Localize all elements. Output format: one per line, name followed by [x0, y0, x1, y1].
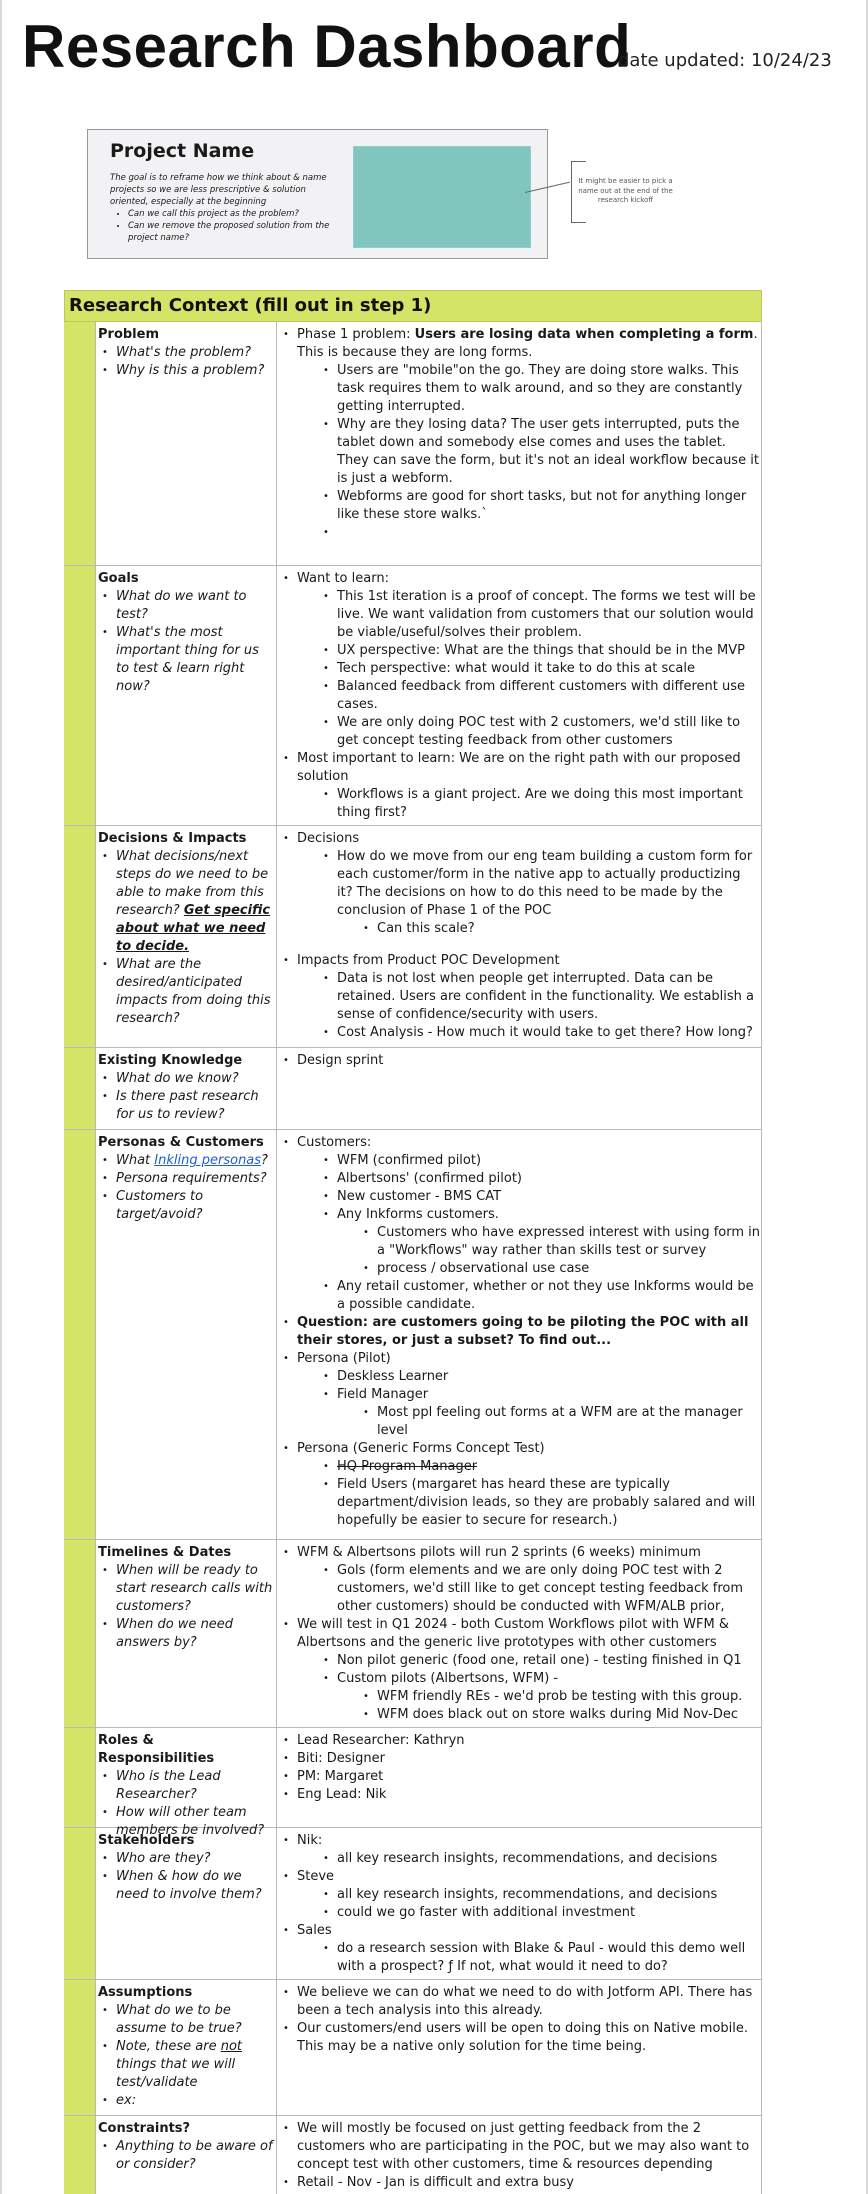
- timelines-label: Timelines & Dates • When will be ready to start research calls with customers? • When do we need answers by?: [98, 1544, 274, 1652]
- image-placeholder: [353, 146, 531, 248]
- column-divider: [276, 322, 277, 2194]
- assumptions-label: Assumptions • What do we to be assume to be true? • Note, these are not things that we will test/validate • ex:: [98, 1984, 274, 2110]
- page-title: Research Dashboard: [22, 13, 632, 80]
- table-row-decisions: [64, 826, 762, 1048]
- goals-content: [285, 570, 760, 822]
- stakeholders-label: Stakeholders • Who are they? • When & how do we need to involve them?: [98, 1832, 274, 1904]
- list-item: • Phase 1 problem: Users are losing data when completing a form. This is because they are long forms. • Users are "mobile"on the go. They are doing store walks. This task requires them to walk around, and so they are constantly getting interrupted. • Why are they losing data? The user gets interrupted, puts the tablet down and somebody else comes and uses the tablet. They can save the form, but it's not an ideal workflow because it is just a webform. • Webforms are good for short tasks, but not for anything longer like these store walks.` •: [297, 326, 760, 542]
- annotation-note: It might be easier to pick a name out at the end of the research kickoff: [578, 177, 673, 204]
- table-row-roles: [64, 1728, 762, 1838]
- table-row-timelines: [64, 1540, 762, 1728]
- decisions-label: Decisions & Impacts • What decisions/next steps do we need to be able to make from this research? Get specific about what we need to decide. • What are the desired/anticipated impacts from doing this research?: [98, 830, 274, 1028]
- knowledge-content: • Design sprint: [285, 1052, 760, 1070]
- assumptions-content: • We believe we can do what we need to do with Jotform API. There has been a tech analysis into this already. • Our customers/end users will be open to doing this on Native mobile. This may be a native only solution for the time being.: [285, 1984, 760, 2056]
- date-updated: date updated: 10/24/23: [618, 50, 832, 71]
- research-context-table: [64, 290, 762, 2194]
- decisions-content: • Decisions • How do we move from our eng team building a custom form for each customer/form in the native app to actually productizing it? The decisions on how to do this need to be made by the conclusion of Phase 1 of the POC • Can this scale? • Impacts from Product POC Development • Data is not lost when people get interrupted. Data can be retained. Users are confident in the functionality. We establish a sense of confidence/security with users. • Cost Analysis - How much it would take to get there? How long?: [285, 830, 760, 1042]
- column-divider: [95, 322, 96, 2194]
- knowledge-label: Existing Knowledge • What do we know? • Is there past research for us to review?: [98, 1052, 274, 1124]
- list-item: • Users are "mobile"on the go. They are doing store walks. This task requires them to walk around, and so they are constantly getting interrupted.: [337, 362, 760, 416]
- stakeholders-content: • Nik: • all key research insights, recommendations, and decisions • Steve • all key research insights, recommendations, and decisions • could we go faster with additional investment • Sales • do a research session with Blake & Paul - would this demo well with a prospect? ƒ If not, what would it need to do?: [285, 1832, 760, 1976]
- column-divider: [761, 322, 762, 2194]
- timelines-content: • WFM & Albertsons pilots will run 2 sprints (6 weeks) minimum • Gols (form elements and we are only doing POC test with 2 customers, we'd still like to get concept testing feedback from other customers) should be conducted with WFM/ALB prior, • We will test in Q1 2024 - both Custom Workflows pilot with WFM & Albertsons and the generic live prototypes with other customers • Non pilot generic (food one, retail one) - testing finished in Q1 • Custom pilots (Albertsons, WFM) - • WFM friendly REs - we'd prob be testing with this group. • WFM does black out on store walks during Mid Nov-Dec: [285, 1544, 760, 1724]
- research-context-header: Research Context (fill out in step 1): [64, 290, 762, 322]
- constraints-content: • We will mostly be focused on just getting feedback from the 2 customers who are participating in the POC, but we may also want to concept test with other customers, time & resources depending • Retail - Nov - Jan is difficult and extra busy: [285, 2120, 760, 2192]
- table-row-personas: [64, 1130, 762, 1540]
- goals-label: Goals • What do we want to test? • What's the most important thing for us to test & learn right now?: [98, 570, 274, 696]
- project-name-card: [87, 129, 548, 259]
- inkling-personas-link[interactable]: Inkling personas: [154, 1153, 262, 1168]
- list-item: • Webforms are good for short tasks, but not for anything longer like these store walks.`: [337, 488, 760, 524]
- page-left-border: [0, 0, 2, 2194]
- table-row-problem: [64, 322, 762, 566]
- project-name-description: The goal is to reframe how we think about & name projects so we are less prescriptive & solution oriented, especially at the beginning • Can we call this project as the problem? • Can we remove the proposed solution from the project name?: [110, 172, 338, 244]
- table-row-stakeholders: [64, 1828, 762, 1980]
- project-name-title: Project Name: [110, 140, 255, 162]
- roles-label: Roles & Responsibilities • Who is the Lead Researcher? • How will other team members be involved?: [98, 1732, 274, 1840]
- table-row-goals: [64, 566, 762, 826]
- list-item: • Want to learn: • This 1st iteration is a proof of concept. The forms we test will be live. We want validation from customers that our solution would be viable/useful/solves their problem. • UX perspective: What are the things that should be in the MVP • Tech perspective: what would it take to do this at scale • Balanced feedback from different customers with different use cases. • We are only doing POC test with 2 customers, we'd still like to get concept testing feedback from other customers: [297, 570, 760, 750]
- roles-content: • Lead Researcher: Kathryn • Biti: Designer • PM: Margaret • Eng Lead: Nik: [285, 1732, 760, 1804]
- table-row-assumptions: [64, 1980, 762, 2116]
- list-item: • Can we remove the proposed solution from the project name?: [128, 220, 338, 244]
- personas-label: Personas & Customers • What Inkling personas? • Persona requirements? • Customers to target/avoid?: [98, 1134, 274, 1224]
- list-item: • Most important to learn: We are on the right path with our proposed solution • Workflows is a giant project. Are we doing this most important thing first?: [297, 750, 760, 822]
- list-item: • Can we call this project as the problem?: [128, 208, 338, 220]
- table-row-existing-knowledge: [64, 1048, 762, 1130]
- personas-content: • Customers: • WFM (confirmed pilot) • Albertsons' (confirmed pilot) • New customer - BMS CAT • Any Inkforms customers. • Customers who have expressed interest with using form in a "Workflows" way rather than skills test or survey • process / observational use case • Any retail customer, whether or not they use Inkforms would be a possible candidate. • Question: are customers going to be piloting the POC with all their stores, or just a subset? To find out... • Persona (Pilot) • Deskless Learner • Field Manager • Most ppl feeling out forms at a WFM are at the manager level • Persona (Generic Forms Concept Test) • HQ Program Manager • Field Users (margaret has heard these are typically department/division leads, so they are probably salared and will hopefully be easier to secure for research.): [285, 1134, 760, 1530]
- constraints-label: Constraints? • Anything to be aware of or consider?: [98, 2120, 274, 2174]
- list-item: • Why are they losing data? The user gets interrupted, puts the tablet down and somebody else comes and uses the tablet. They can save the form, but it's not an ideal workflow because it is just a webform.: [337, 416, 760, 488]
- problem-content: [285, 326, 760, 542]
- table-row-constraints: [64, 2116, 762, 2194]
- list-item: [337, 524, 760, 542]
- problem-label: Problem • What's the problem? • Why is this a problem?: [98, 326, 274, 380]
